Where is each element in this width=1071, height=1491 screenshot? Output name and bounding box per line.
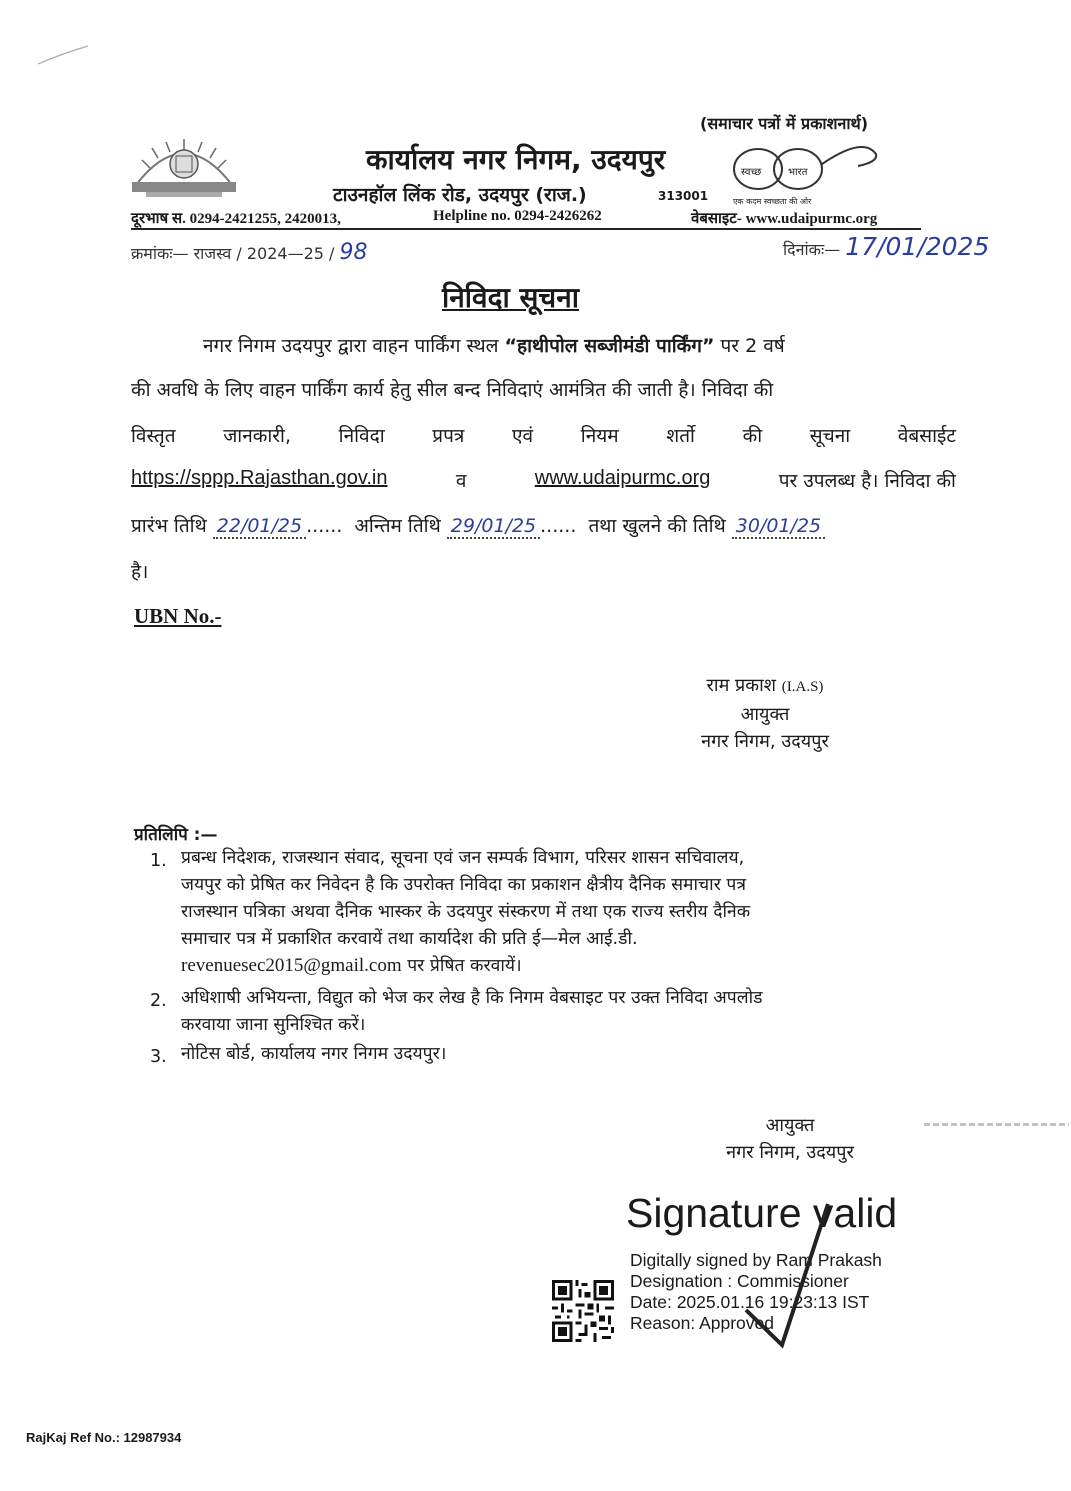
notice-line-4: https://sppp.Rajasthan.gov.in व www.udaipurmc.org पर उपलब्ध है। निविदा की xyxy=(131,467,956,492)
copy-heading: प्रतिलिपि :— xyxy=(134,825,218,845)
scan-smudge xyxy=(924,1123,1069,1126)
helpline: Helpline no. 0294-2426262 xyxy=(433,208,602,224)
signatory-office: नगर निगम, उदयपुर xyxy=(701,731,829,752)
municipal-emblem-icon xyxy=(126,130,242,200)
stray-mark xyxy=(36,40,96,70)
signer-designation: Designation : Commissioner xyxy=(630,1271,849,1291)
contact-line xyxy=(131,208,921,230)
notice-line-1: नगर निगम उदयपुर द्वारा वाहन पार्किंग स्थल “हाथीपोल सब्जीमंडी पार्किंग” पर 2 वर्ष xyxy=(203,335,785,357)
notice-line-2: की अवधि के लिए वाहन पार्किंग कार्य हेतु सील बन्द निविदाएं आमंत्रित की जाती है। निविदा की xyxy=(131,379,774,401)
signatory-block xyxy=(680,672,850,755)
signatory-block-2 xyxy=(700,1112,880,1166)
swachh-logo-left-text: स्वच्छ xyxy=(741,167,762,178)
signed-by: Digitally signed by Ram Prakash xyxy=(630,1250,882,1270)
qr-code-icon xyxy=(552,1280,614,1342)
last-date: 29/01/25 xyxy=(447,515,540,539)
website: वेबसाइट- www.udaipurmc.org xyxy=(691,211,878,227)
start-date: 22/01/25 xyxy=(213,515,306,539)
rajkaj-reference: RajKaj Ref No.: 12987934 xyxy=(26,1430,182,1445)
signatory2-office: नगर निगम, उदयपुर xyxy=(726,1142,854,1163)
notice-body xyxy=(131,332,956,592)
signatory-service: (I.A.S) xyxy=(781,679,824,695)
signature-date: Date: 2025.01.16 19:23:13 IST xyxy=(630,1292,870,1312)
notice-line-6: है। xyxy=(131,561,149,583)
checkmark-icon xyxy=(742,1200,832,1350)
signatory2-designation: आयुक्त xyxy=(765,1115,815,1136)
notice-heading: निविदा सूचना xyxy=(442,281,579,314)
signatory-name: राम प्रकाश xyxy=(706,675,777,696)
signature-reason: Reason: Approved xyxy=(630,1313,774,1333)
opening-date: 30/01/25 xyxy=(732,515,825,539)
parking-site-name: “हाथीपोल सब्जीमंडी पार्किंग” xyxy=(504,335,715,357)
email-address: revenuesec2015@gmail.com xyxy=(181,955,402,976)
publication-note: (समाचार पत्रों में प्रकाशनार्थ) xyxy=(700,114,869,133)
reference-number xyxy=(131,240,368,265)
phone-numbers: दूरभाष स. 0294-2421255, 2420013, xyxy=(131,211,341,227)
office-address: टाउनहॉल लिंक रोड, उदयपुर (राज.) xyxy=(333,184,587,206)
handwritten-date: 17/01/2025 xyxy=(845,232,990,261)
sppp-link[interactable]: https://sppp.Rajasthan.gov.in xyxy=(131,467,388,489)
signatory-designation: आयुक्त xyxy=(740,704,790,725)
swachh-tagline: एक कदम स्वच्छता की ओर xyxy=(733,197,812,206)
signature-status: Signature valid xyxy=(626,1190,898,1236)
office-title: कार्यालय नगर निगम, उदयपुर xyxy=(366,143,666,176)
date-label: दिनांकः— xyxy=(783,240,841,259)
swachh-logo-right-text: भारत xyxy=(788,167,808,178)
ubn-number: UBN No.- xyxy=(134,604,222,628)
reference-date xyxy=(783,232,989,261)
reference-label: क्रमांकः— राजस्व / 2024—25 / xyxy=(131,244,335,263)
pin-code: 313001 xyxy=(658,189,709,203)
reference-handwritten-number: 98 xyxy=(339,240,368,265)
notice-line-5: प्रारंभ तिथि 22/01/25 ...... अन्तिम तिथि 29/01/25 ...... तथा खुलने की तिथि 30/01/25 xyxy=(131,512,825,538)
udaipurmc-link[interactable]: www.udaipurmc.org xyxy=(534,467,711,489)
notice-line-3: विस्तृत जानकारी, निविदा प्रपत्र एवं नियम शर्तो की सूचना वेबसाईट xyxy=(131,425,956,447)
